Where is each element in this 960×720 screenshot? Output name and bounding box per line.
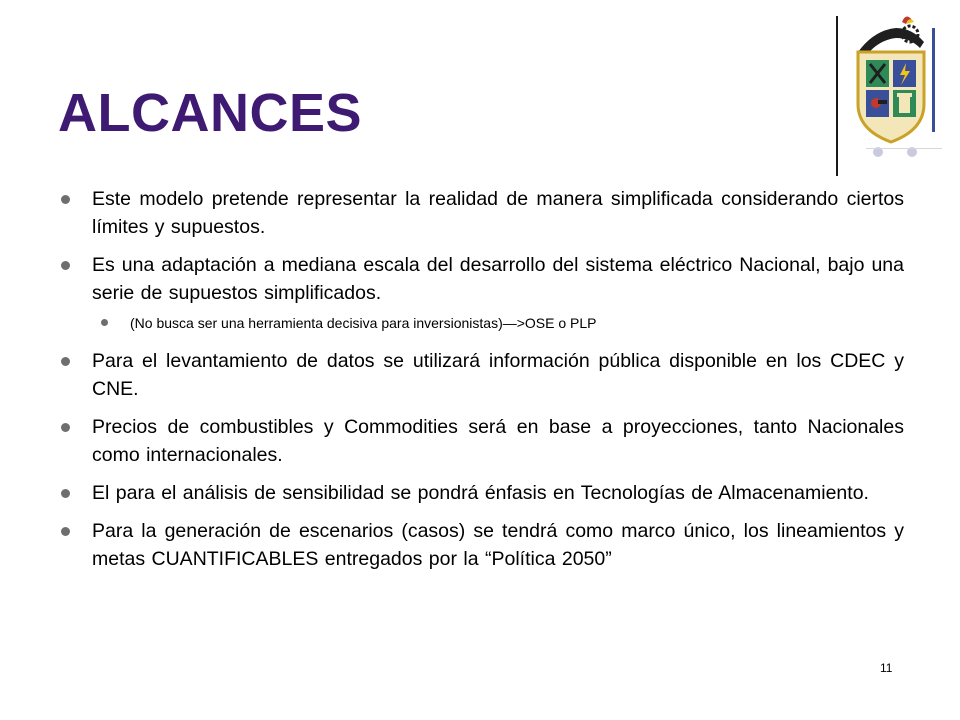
slide-title: ALCANCES — [58, 83, 363, 143]
sub-bullet-item-1: (No busca ser una herramienta decisiva para inversionistas)—>OSE o PLP — [58, 314, 904, 332]
bullet-list — [58, 185, 904, 583]
bullet-item-1: Este modelo pretende representar la realidad de manera simplificada considerando ciertos límites y supuestos. — [58, 185, 904, 241]
bullet-item-4: Precios de combustibles y Commodities será en base a proyecciones, tanto Nacionales como internacionales. — [58, 413, 904, 469]
page-number: 11 — [880, 661, 893, 675]
header-divider — [836, 16, 838, 176]
bullet-item-5: El para el análisis de sensibilidad se pondrá énfasis en Tecnologías de Almacenamiento. — [58, 479, 904, 507]
bullet-item-6: Para la generación de escenarios (casos) se tendrá como marco único, los lineamientos y metas CUANTIFICABLES entregados por la “Política 2050” — [58, 517, 904, 573]
bullet-item-3: Para el levantamiento de datos se utilizará información pública disponible en los CDEC y CNE. — [58, 347, 904, 403]
university-crest-icon — [848, 8, 944, 160]
bullet-item-2: Es una adaptación a mediana escala del desarrollo del sistema eléctrico Nacional, bajo una serie de supuestos simplificados. — [58, 251, 904, 307]
